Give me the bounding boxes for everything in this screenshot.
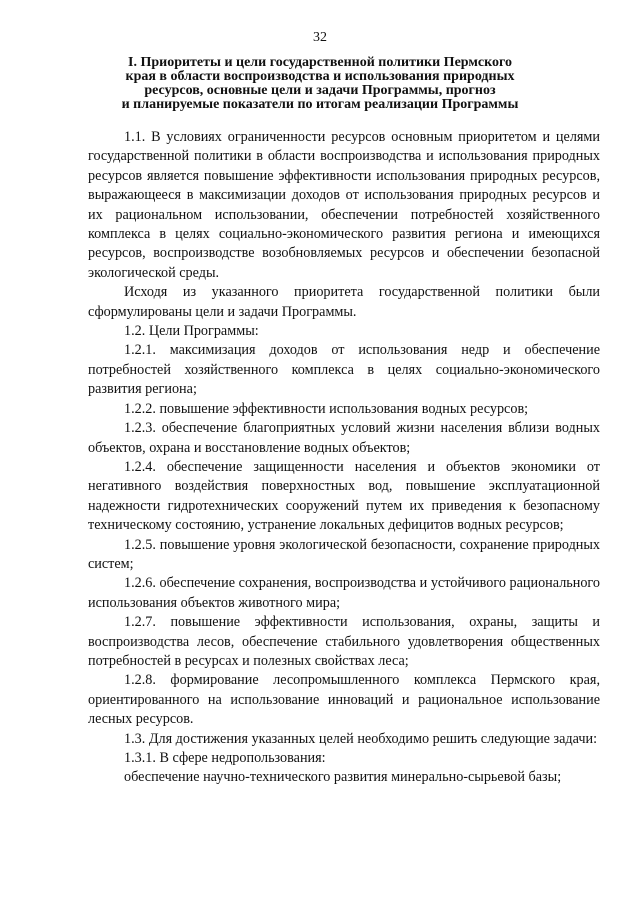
paragraph-1-2-5: 1.2.5. повышение уровня экологической безопасности, сохранение природных систем; [88, 536, 600, 572]
paragraph-1-2: 1.2. Цели Программы: [124, 323, 259, 340]
paragraph-task: обеспечение научно-технического развития минерально-сырьевой базы; [124, 769, 562, 786]
paragraph-1-2-8: 1.2.8. формирование лесопромышленного комплекса Пермского края, ориентированного на использование инноваций и рациональное использование лесных ресурсов. [88, 672, 600, 728]
paragraph-1-2-4: 1.2.4. обеспечение защищенности населения и объектов экономики от негативного воздействия поверхностных вод, повышение эксплуатационной надежности гидротехнических сооружений путем их приведения к безопасному техническому состоянию, устранение локальных дефицитов водных ресурсов; [88, 458, 600, 534]
page-number: 32 [313, 30, 327, 45]
paragraph-1-2-7: 1.2.7. повышение эффективности использования, охраны, защиты и воспроизводства лесов, обеспечение стабильного удовлетворения общественных потребностей в ресурсах и полезных свойствах леса; [88, 614, 600, 669]
title-line: ресурсов, основные цели и задачи Программы, прогноз [144, 83, 496, 98]
paragraph-1-2-2: 1.2.2. повышение эффективности использования водных ресурсов; [124, 400, 529, 417]
paragraph-1-2-6: 1.2.6. обеспечение сохранения, воспроизводства и устойчивого рационального использования объектов животного мира; [88, 575, 600, 611]
document-body [88, 128, 600, 788]
paragraph-1-1: 1.1. В условиях ограниченности ресурсов основным приоритетом и целями государственной политики в области воспроизводства и использования природных ресурсов является повышение эффективности использования природных ресурсов, выражающееся в максимизации доходов от использования природных ресурсов и их рациональном использовании, обеспечении потребностей хозяйственного комплекса в целях социально-экономического развития региона и имеющихся ресурсов, воспроизводстве возобновляемых ресурсов и обеспечении безопасной экологической среды. [88, 129, 600, 281]
title-line: I. Приоритеты и цели государственной политики Пермского [128, 55, 512, 70]
section-title [95, 56, 545, 112]
paragraph-1-2-3: 1.2.3. обеспечение благоприятных условий жизни населения вблизи водных объектов, охрана и восстановление водных объектов; [88, 420, 600, 456]
title-line: края в области воспроизводства и использования природных [125, 69, 515, 84]
paragraph-1-3-1: 1.3.1. В сфере недропользования: [124, 750, 326, 766]
paragraph-1-3: 1.3. Для достижения указанных целей необходимо решить следующие задачи: [124, 730, 598, 747]
paragraph-1-2-1: 1.2.1. максимизация доходов от использования недр и обеспечение потребностей хозяйственного комплекса в целях социально-экономического развития региона; [88, 342, 600, 398]
paragraph-priority: Исходя из указанного приоритета государственной политики были сформулированы цели и задачи Программы. [88, 284, 600, 320]
title-line: и планируемые показатели по итогам реализации Программы [121, 97, 519, 112]
